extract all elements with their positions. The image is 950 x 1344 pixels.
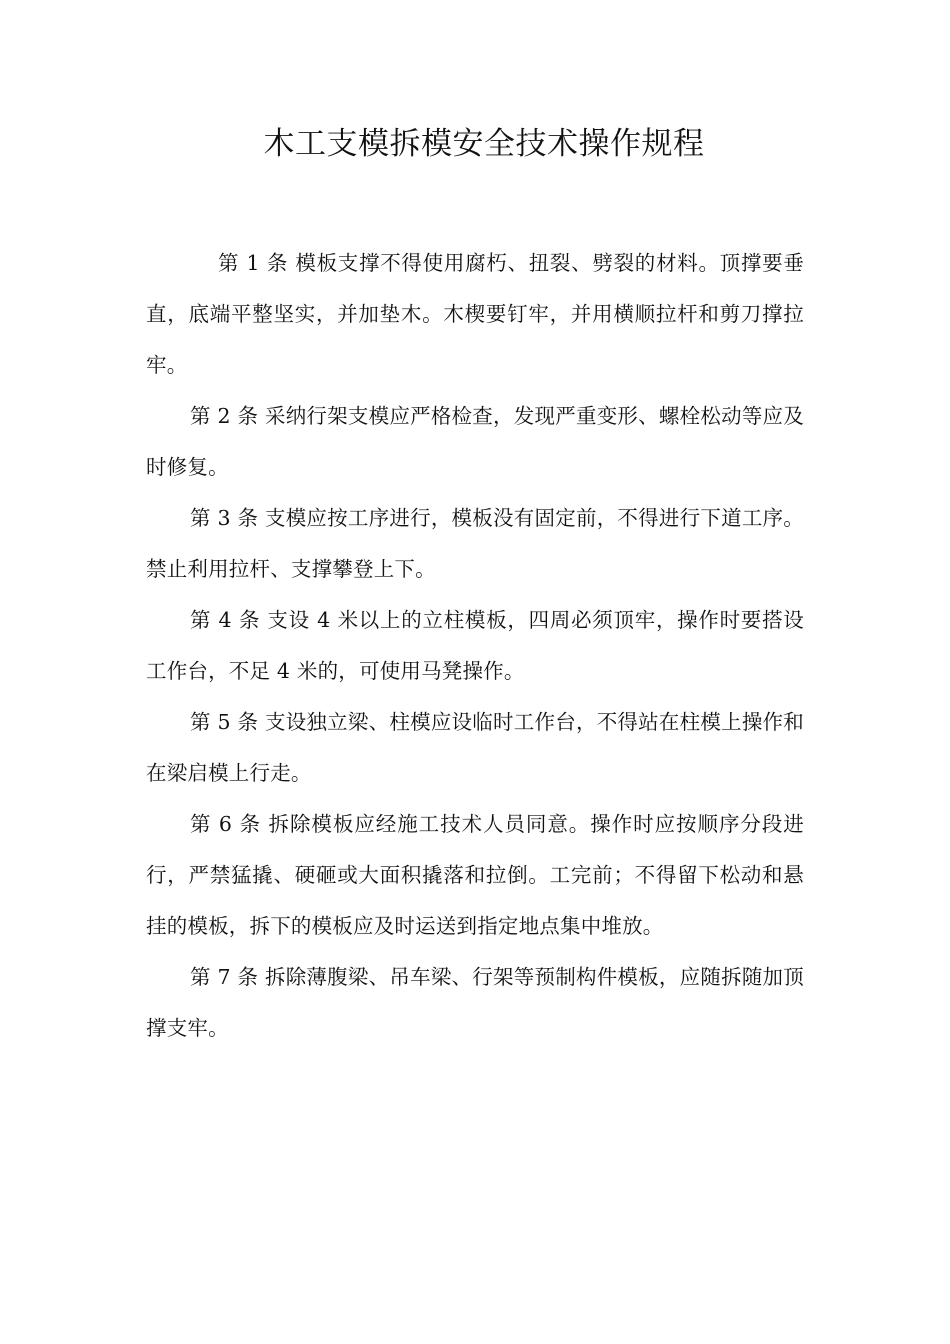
clause-6: 第 6 条 拆除模板应经施工技术人员同意。操作时应按顺序分段进行，严禁猛撬、硬砸或大面积撬落和拉倒。工完前；不得留下松动和悬挂的模板，拆下的模板应及时运送到指定地点集中堆放。: [146, 812, 804, 938]
clause-2: 第 2 条 采纳行架支模应严格检查，发现严重变形、螺栓松动等应及时修复。: [146, 404, 804, 479]
clause-5: 第 5 条 支设独立梁、柱模应设临时工作台，不得站在柱模上操作和在梁启模上行走。: [146, 710, 804, 785]
document-title: 木工支模拆模安全技术操作规程: [263, 126, 705, 162]
clause-1: 第 1 条 模板支撑不得使用腐朽、扭裂、劈裂的材料。顶撑要垂直，底端平整坚实，并加垫木。木楔要钉牢，并用横顺拉杆和剪刀撑拉牢。: [146, 251, 804, 377]
clause-3: 第 3 条 支模应按工序进行，模板没有固定前，不得进行下道工序。禁止利用拉杆、支撑攀登上下。: [146, 506, 804, 581]
clause-4: 第 4 条 支设 4 米以上的立柱模板，四周必须顶牢，操作时要搭设工作台，不足 4 米的，可使用马凳操作。: [146, 608, 804, 683]
clause-7: 第 7 条 拆除薄腹梁、吊车梁、行架等预制构件模板，应随拆随加顶撑支牢。: [146, 965, 804, 1040]
document-body: [146, 238, 804, 1054]
